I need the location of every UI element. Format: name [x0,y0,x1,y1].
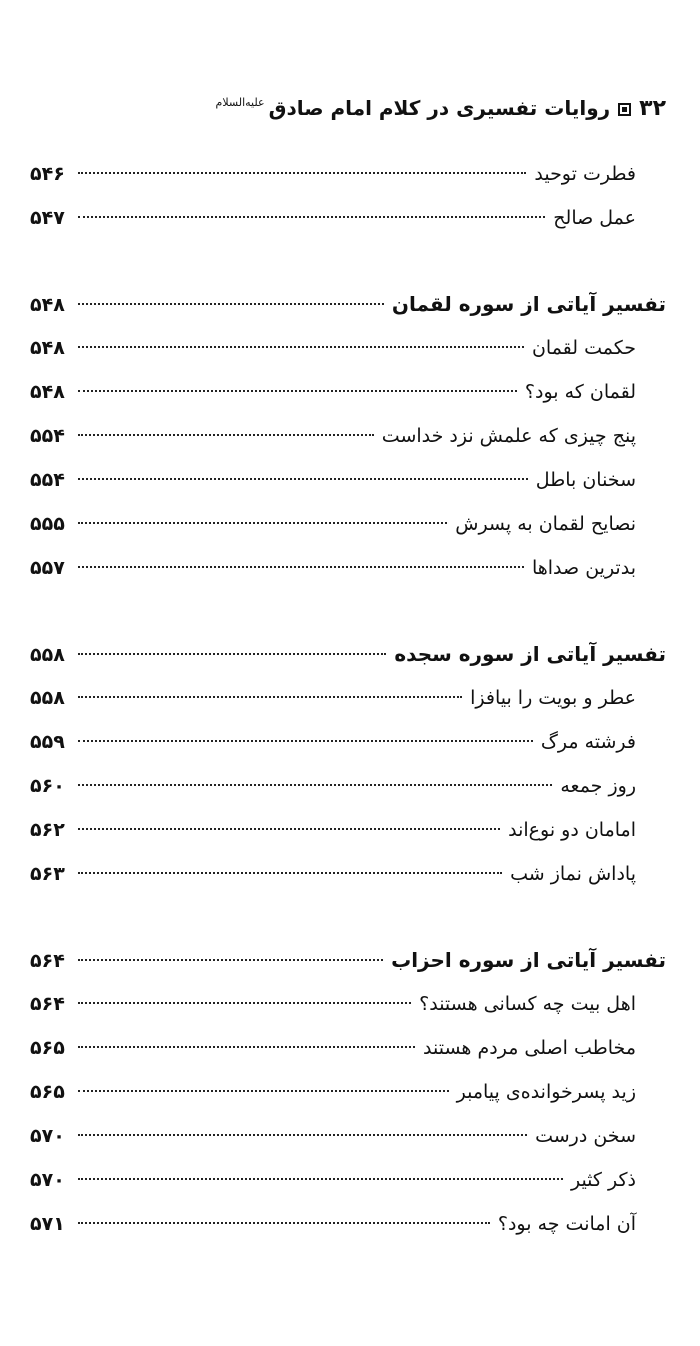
toc-entry-page: ۵۴۸ [30,337,65,359]
toc-entry-page: ۵۵۷ [30,557,65,579]
book-title: روایات تفسیری در کلام امام صادق [268,96,611,120]
toc-entry-title: سخنان باطل [535,469,636,491]
toc-entry-title: عمل صالح [553,207,636,229]
toc-entry[interactable] [30,546,666,590]
toc-section-ahzab [30,938,666,1246]
dot-leader [78,1002,411,1004]
toc-entry-page: ۵۴۸ [30,381,65,403]
table-of-contents [30,152,666,1288]
toc-entry-title: ذکر کثیر [570,1169,636,1191]
toc-entry[interactable] [30,808,666,852]
toc-entry-page: ۵۷۰ [30,1125,65,1147]
toc-entry-title: لقمان که بود؟ [524,381,636,403]
page-number: ۳۲ [639,95,666,121]
toc-entry-title: روز جمعه [560,775,636,797]
dot-leader [78,1134,527,1136]
toc-entry[interactable] [30,676,666,720]
toc-entry-title: مخاطب اصلی مردم هستند [423,1037,636,1059]
toc-section-luqman [30,282,666,590]
dot-leader [78,653,386,655]
toc-entry[interactable] [30,370,666,414]
dot-leader [78,303,384,305]
dot-leader [78,1222,490,1224]
dot-leader [78,1090,449,1092]
toc-entry-page: ۵۶۵ [30,1081,65,1103]
dot-leader [78,216,545,218]
toc-entry[interactable] [30,326,666,370]
toc-entry[interactable] [30,720,666,764]
toc-heading-page: ۵۶۴ [30,950,65,972]
toc-section-heading[interactable] [30,938,666,982]
toc-entry[interactable] [30,502,666,546]
toc-section-sajdah [30,632,666,896]
toc-entry-title: پنج چیزی که علمش نزد خداست [381,425,636,447]
toc-entry-page: ۵۶۵ [30,1037,65,1059]
toc-entry-page: ۵۵۵ [30,513,65,535]
toc-heading-page: ۵۵۸ [30,644,65,666]
dot-leader [78,566,524,568]
toc-entry-page: ۵۶۰ [30,775,65,797]
dot-leader [78,522,447,524]
toc-entry-page: ۵۶۳ [30,863,65,885]
toc-entry-title: زید پسرخوانده‌ی پیامبر [456,1081,636,1103]
toc-section-heading[interactable] [30,282,666,326]
toc-heading-page: ۵۴۸ [30,294,65,316]
toc-entry[interactable] [30,1202,666,1246]
toc-entry[interactable] [30,852,666,896]
toc-entry-title: نصایح لقمان به پسرش [455,513,636,535]
running-header [30,90,666,126]
toc-entry[interactable] [30,1158,666,1202]
toc-section-heading[interactable] [30,632,666,676]
toc-entry-page: ۵۴۶ [30,163,65,185]
toc-heading-title: تفسیر آیاتی از سوره سجده [394,642,666,666]
toc-entry-title: اهل بیت چه کسانی هستند؟ [419,993,636,1015]
dot-leader [78,172,526,174]
toc-entry-page: ۵۵۸ [30,687,65,709]
toc-entry-title: سخن درست [535,1125,636,1147]
toc-entry-title: آن امانت چه بود؟ [497,1213,636,1235]
honorific-mark: علیه‌السلام [215,95,265,109]
toc-section-1 [30,152,666,240]
toc-entry[interactable] [30,764,666,808]
toc-heading-title: تفسیر آیاتی از سوره احزاب [391,948,666,972]
toc-entry-title: حکمت لقمان [531,337,636,359]
dot-leader [78,696,462,698]
toc-entry-page: ۵۴۷ [30,207,65,229]
dot-leader [78,390,517,392]
dot-leader [78,740,533,742]
toc-entry-page: ۵۵۴ [30,469,65,491]
toc-entry[interactable] [30,1026,666,1070]
toc-entry[interactable] [30,982,666,1026]
toc-entry[interactable] [30,1114,666,1158]
dot-leader [78,346,524,348]
toc-entry-page: ۵۷۰ [30,1169,65,1191]
dot-leader [78,434,374,436]
toc-entry[interactable] [30,196,666,240]
dot-leader [78,872,502,874]
toc-heading-title: تفسیر آیاتی از سوره لقمان [391,292,666,316]
dot-leader [78,959,383,961]
toc-entry-title: فطرت توحید [534,163,636,185]
toc-entry-page: ۵۵۹ [30,731,65,753]
toc-entry[interactable] [30,414,666,458]
toc-entry-page: ۵۷۱ [30,1213,65,1235]
toc-entry[interactable] [30,152,666,196]
toc-entry-page: ۵۶۴ [30,993,65,1015]
dot-leader [78,478,528,480]
toc-entry-title: پاداش نماز شب [510,863,636,885]
toc-entry-page: ۵۶۲ [30,819,65,841]
toc-entry[interactable] [30,458,666,502]
toc-entry[interactable] [30,1070,666,1114]
toc-entry-title: فرشته مرگ [540,731,636,753]
toc-entry-title: عطر و بویت را بیافزا [470,687,636,709]
dot-leader [78,828,500,830]
toc-entry-page: ۵۵۴ [30,425,65,447]
dot-leader [78,1178,563,1180]
toc-entry-title: بدترین صداها [531,557,636,579]
dot-leader [78,784,552,786]
square-bullet-icon [618,103,631,116]
dot-leader [78,1046,415,1048]
toc-entry-title: امامان دو نوع‌اند [508,819,636,841]
